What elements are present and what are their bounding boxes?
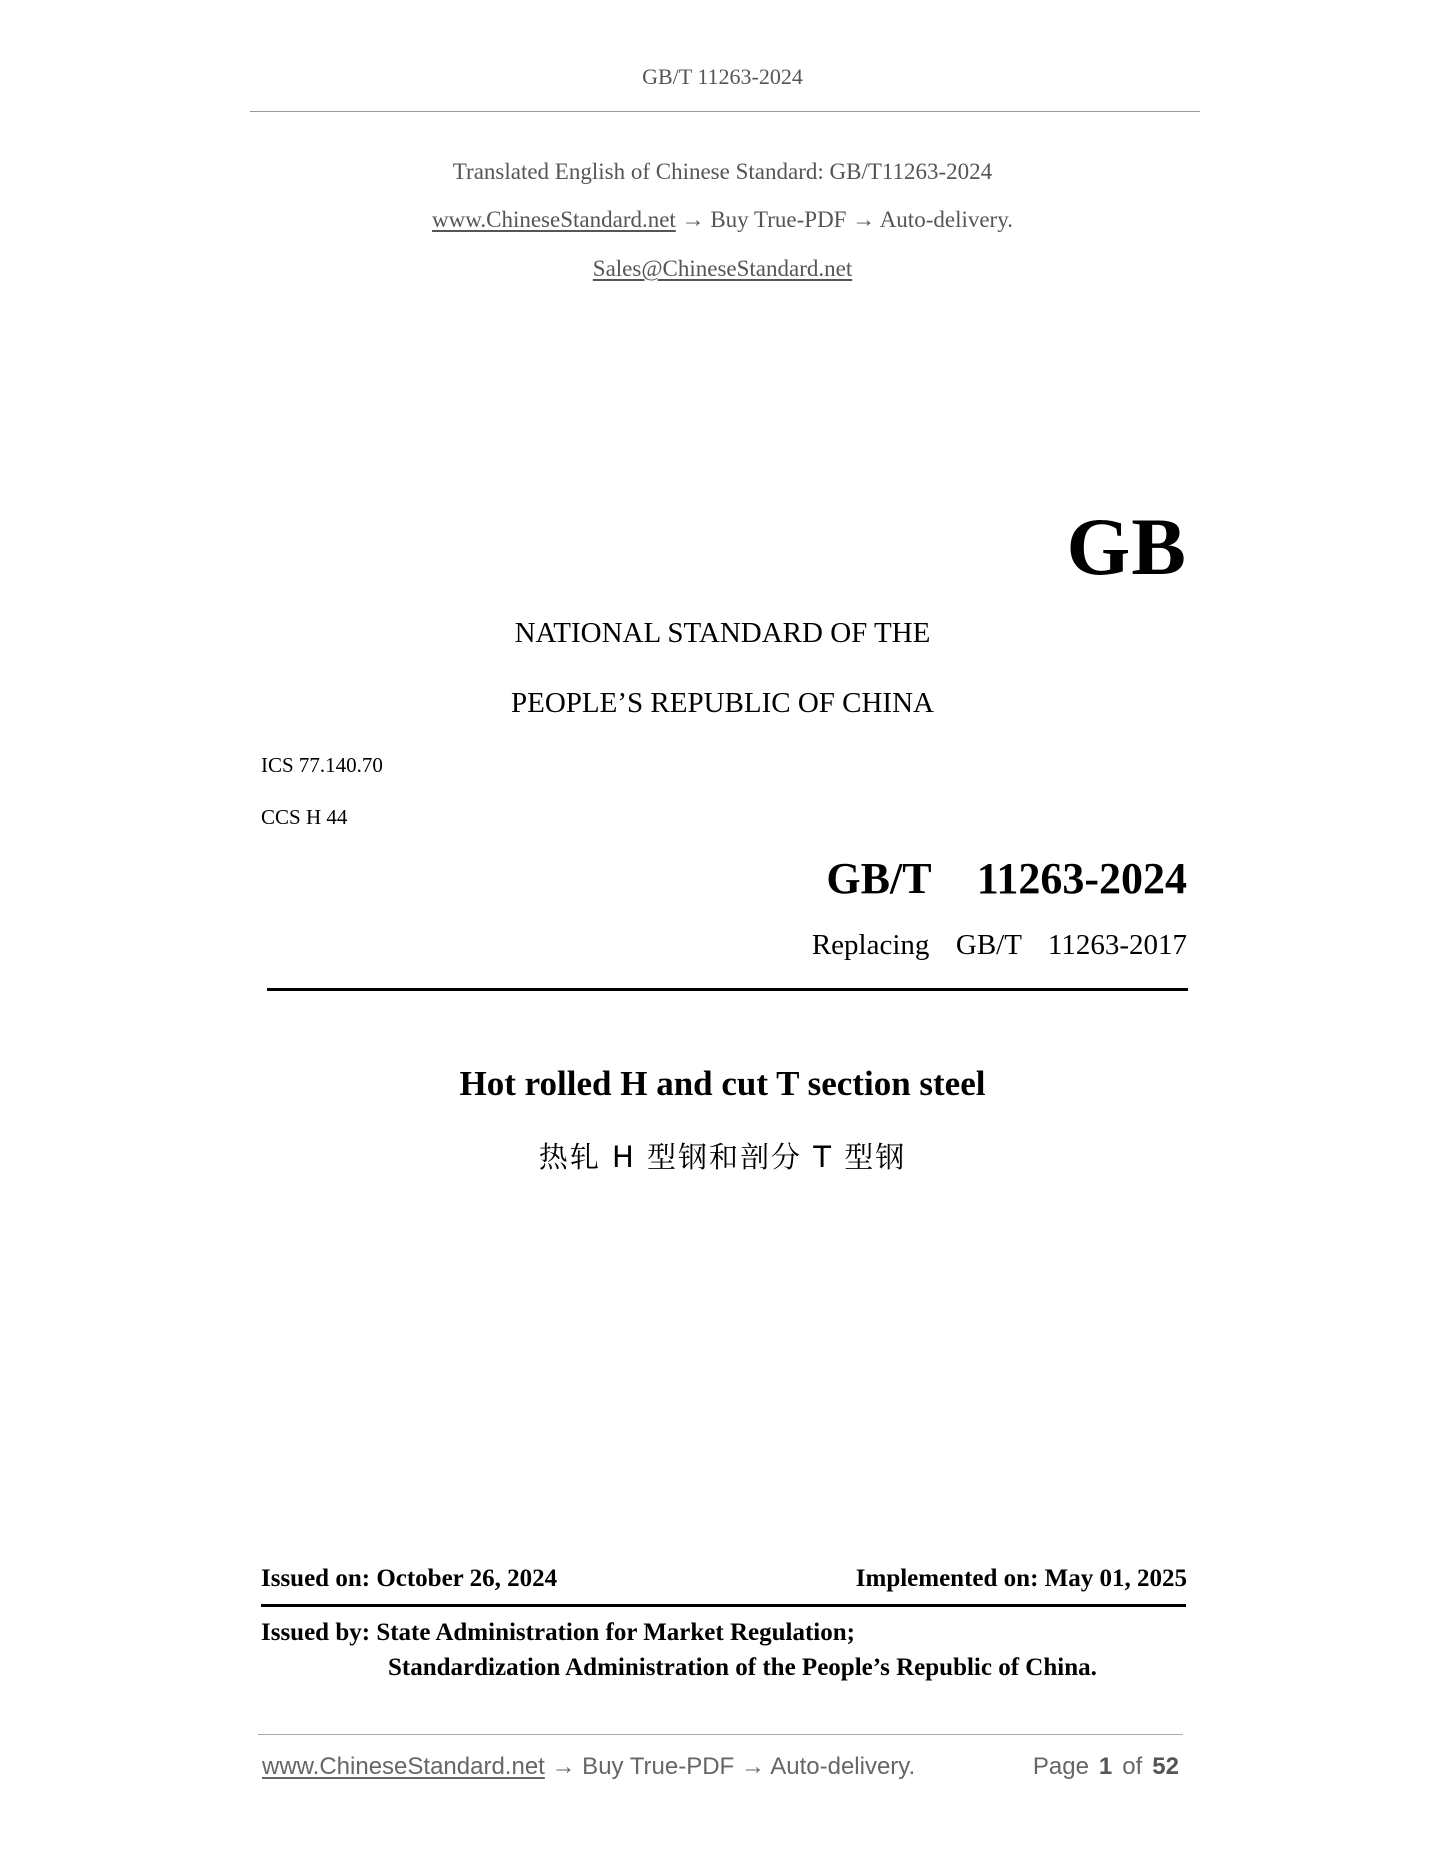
header-divider [250,111,1200,112]
page-indicator [1033,1753,1179,1781]
footer-divider [258,1734,1183,1735]
buy-text: → Buy True-PDF → Auto-delivery. [675,207,1013,232]
page-label: Page [1032,1753,1089,1780]
site-link[interactable]: www.ChineseStandard.net [432,207,676,232]
promo-buy-line [0,207,1445,233]
issue-divider [261,1604,1186,1607]
standard-number: GB/T 11263-2024 [826,854,1187,903]
email-link[interactable]: Sales@ChineseStandard.net [592,256,853,281]
issued-by-line2: Standardization Administration of the People’s Republic of China. [388,1654,1097,1681]
issued-by-line1: Issued by: State Administration for Market Regulation; [261,1619,855,1646]
title-chinese: 热轧 H 型钢和剖分 T 型钢 [538,1140,907,1174]
footer-promo [262,1753,915,1781]
issued-on-date: Issued on: October 26, 2024 [261,1565,558,1592]
title-english: Hot rolled H and cut T section steel [459,1064,986,1103]
title-divider [267,988,1188,991]
of-label: of [1122,1753,1143,1780]
ccs-code: CCS H 44 [261,805,348,829]
national-standard-line2: PEOPLE’S REPUBLIC OF CHINA [511,687,934,719]
implemented-on-date: Implemented on: May 01, 2025 [855,1565,1187,1592]
gb-mark: GB [1066,501,1187,592]
replacing-standard: Replacing GB/T 11263-2017 [811,929,1187,961]
promo-email-line [0,256,1445,282]
promo-translation-note: Translated English of Chinese Standard: GB/T11263-2024 [452,159,993,184]
ics-code: ICS 77.140.70 [261,753,383,777]
running-header: GB/T 11263-2024 [642,64,803,89]
page-total: 52 [1152,1753,1179,1780]
footer-site-link[interactable]: www.ChineseStandard.net [262,1753,545,1780]
footer-buy-text: → Buy True-PDF → Auto-delivery. [544,1753,916,1780]
national-standard-line1: NATIONAL STANDARD OF THE [514,617,931,649]
page-current: 1 [1098,1753,1113,1780]
